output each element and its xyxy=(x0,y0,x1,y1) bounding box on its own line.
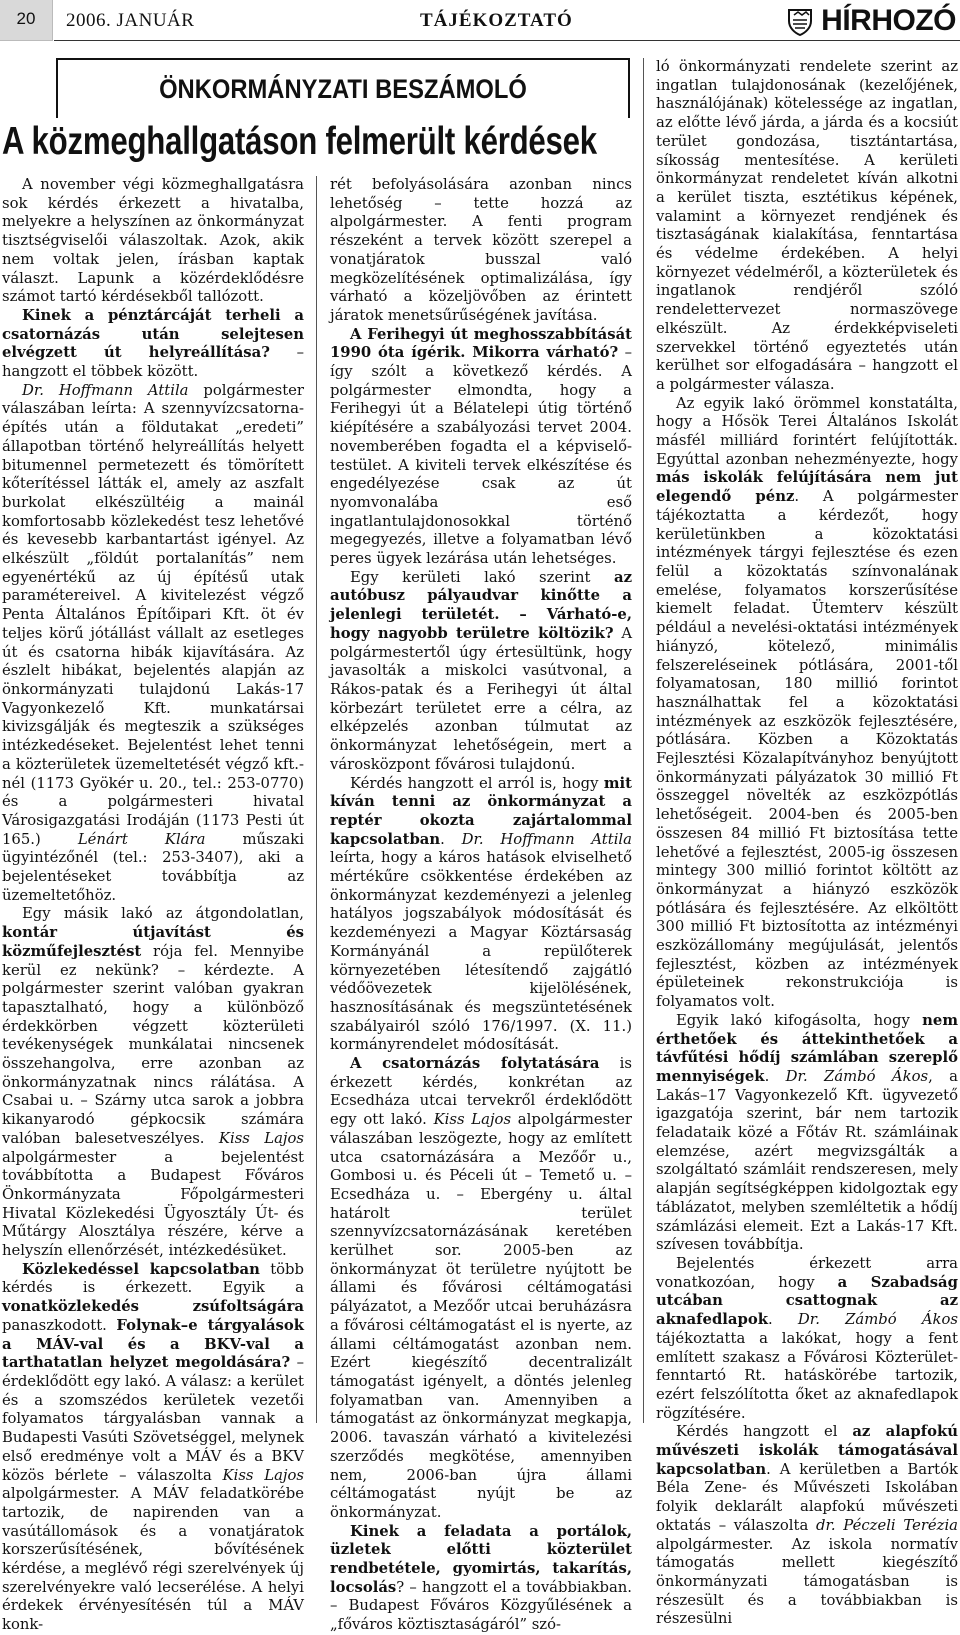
article-column-2 xyxy=(330,176,633,1634)
text-run: Bejelentés érkezett arra vonatkozóan, hogy xyxy=(656,1255,958,1291)
article-paragraph xyxy=(656,1255,958,1423)
column-divider xyxy=(643,58,644,1423)
text-run: dr. Péczeli Terézia xyxy=(816,1516,959,1534)
text-run: – érdeklődött egy lakó. A válasz: a kerület és a szomszédos kerületek vezetői folyamatos tárgyalásban vannak a Budapesti Vasúti Szövetséggel, melynek első eredménye volt a MÁV és a BKV közös bérlete – válaszolta xyxy=(2,1354,304,1484)
text-run: – hangzott el többek között. xyxy=(2,344,304,381)
text-run: az autóbusz pályaudvar kinőtte a jelenlegi területét. – Várható-e, hogy nagyobb területre költözik? xyxy=(330,568,632,642)
text-run: a Szabadság utcában csattognak az aknafedlapok xyxy=(656,1273,958,1329)
text-run: alpolgármester a bejelentést továbbította a Budapest Főváros Önkormányzata Főpolgármesteri Hivatal Közlekedési Ügyosztály Út- és Műtárgy Alosztálya részére, kérve a helyszín ellenőrzését, intézkedésüket. xyxy=(2,1148,304,1260)
text-run: leírta, hogy a káros hatások elviselhető mértékűre csökkentése érdekében az önkormányzat kezdeményezi a jelenleg hatályos jogszabályok módosítását és kezdeményezi a Magyar Köztársaság Kormányánál a repülőterek környezetében létesítendő zajgátló védőövezetek kijelölésének, hasznosításának és megszüntetésének szabályairól szóló 176/1997. (X. 11.) kormányrendelet módosítását. xyxy=(330,849,632,1054)
text-run: ló önkormányzati rendelete szerint az ingatlan tulajdonosának (kezelőjének, használójának) kötelessége az ingatlan, az előtte lévő járda, a járda és a kocsiút terület gondozása, tisztántartása, síkosság mentesítése. A kerületi önkormányzat rendeletet kíván alkotni a kerület tiszta, esztétikus képének, valamint a környezet rendjének és tisztaságának kialakítása, fenntartása és védelme érdekében. A helyi környezet védelméről, a közterületek és ingatlanok rendjéről szóló rendelettervezet normaszövege elkészült. Az érdekképviseleti szervekkel történő egyeztetés után kerülhet sor elfogadására – hangzott el a polgármester válasza. xyxy=(656,58,958,393)
text-run: Kérdés hangzott el xyxy=(676,1423,853,1441)
article-paragraph xyxy=(656,58,958,395)
text-run: műszaki ügyintézőnél (tel.: 253-3407), aki a bejelentéseket továbbítja az üzemeltetőhöz. xyxy=(2,830,304,904)
section-title: TÁJÉKOZTATÓ xyxy=(420,10,573,31)
text-run: Kiss Lajos xyxy=(218,1129,304,1147)
text-run: rója fel. Mennyibe kerül ez nekünk? – kérdezte. A polgármester szerint valóban gyakran tapasztalható, hogy a különböző érdekkörben végzett közterületi tevékenységek munkálatai nincsenek összehangolva, erre azonban az önkormányzatnak nincs rálátása. A Csabai u. – Szárny utca sarok a jobbra kikanyarodó gépkocsik számára valóban balesetveszélyes. xyxy=(2,942,304,1147)
text-run: rét befolyásolására azonban nincs lehetőség – tette hozzá az alpolgármester. A fenti program részeként a tervek között szerepel a vonatjáratok busszal való megközelítésének optimalizálása, így várható a közeljövőben az érintett járatok menetsűrűségének javítása. xyxy=(330,176,632,324)
text-run: . A kerületben a Bartók Béla Zene- és Művészeti Iskolában folyik deklarált alapfokú művészeti oktatás – válaszolta xyxy=(656,1460,958,1534)
text-run: Kiss Lajos xyxy=(222,1466,304,1484)
text-run: . xyxy=(440,830,462,848)
text-run: Folynak–e tárgyalások a MÁV-val és a BKV-val a tarthatatlan helyzet megoldására? xyxy=(2,1316,304,1372)
logo-text: HÍRHOZÓ xyxy=(821,4,956,37)
text-run: A november végi közmeghallgatásra sok kérdés érkezett a hivatalba, melyekre a helyszínen az önkormányzat tisztségviselői válaszoltak. Azok, akik nem voltak jelen, írásban kaptak választ. Lapunk a közérdeklődésre számot tartó kérdésekből tallózott. xyxy=(2,176,304,306)
article-paragraph xyxy=(656,1012,958,1255)
text-run: vonatközlekedés zsúfoltságára xyxy=(2,1298,304,1316)
text-run: Dr. Hoffmann Attila xyxy=(461,830,632,848)
article-paragraph xyxy=(330,569,632,775)
coat-of-arms-icon xyxy=(785,6,815,36)
text-run: . xyxy=(764,1067,786,1085)
text-run: Lénárt Klára xyxy=(77,830,206,848)
article-paragraph xyxy=(2,905,304,1260)
text-run: alpolgármester. A MÁV feladatkörébe tartozik, de napirenden van a vasútállomások és a vonatjáratok korszerűsítésének, bővítésének kérdése, a meglévő régi szerelvények új szerelvényekre való lecserélése. A helyi érdekek érvényesítésén túl a MÁV konk- xyxy=(2,1485,304,1634)
header-rule xyxy=(54,40,960,41)
text-run: – így szólt a következő kérdés. A polgármester elmondta, hogy a Ferihegyi út a Bélatelepi útig történő kiépítésére a szabályozási tervet 2004. novemberében fogadta el a képviselő-testület. A kiviteli tervek elkészítése és engedélyezése csak az út nyomvonalába eső ingatlantulajdonosokkal történő megegyezés, illetve a folyamatban lévő peres ügyek lezárása után lehetséges. xyxy=(330,344,632,568)
text-run: is érkezett kérdés, konkrétan az Ecsedháza utcai tervekről érdeklődött egy ott lakó. xyxy=(330,1055,632,1129)
text-run: alpolgármester válaszában leszögezte, hogy az említett utca csatornázására a Mezőőr u., Gombosi u. és Péceli út – Temető u. – Ecsedháza u. – Ebergény u. által határolt terület szennyvízcsatornázásának keretében kerülhet sor. 2005-ben az önkormányzat öt területre nyújtott be állami és fővárosi céltámogatási pályázatot, a Mezőőr utcai beruházásra a fővárosi céltámogatást el is nyerte, az állami céltámogatást azonban nem. Ezért kiegészítő decentralizált támogatást igényelt, a döntés jelenleg folyamatban van. Amennyiben a támogatást az önkormányzat megkapja, 2006. tavaszán várható a kivitelezési szerződés megkötése, amennyiben nem, 2006-ban újra állami céltámogatást nyújt be az önkormányzat. xyxy=(330,1111,633,1521)
article-paragraph xyxy=(2,1261,304,1635)
text-run: A Ferihegyi út meghosszabbítását 1990 óta ígérik. Mikorra várható? xyxy=(330,325,632,362)
text-run: alpolgármester. Az iskola normatív támogatás mellett kiegészítő önkormányzati támogatásban is részesült és a továbbiakban is részesülni xyxy=(656,1535,958,1628)
text-run: több kérdés is érkezett. Egyik a xyxy=(2,1260,304,1297)
text-run: Az egyik lakó örömmel konstatálta, hogy a Hősök Terei Általános Iskolát másfél milliárd forintért felújították. Egyúttal azonban nehezményezte, hogy xyxy=(656,394,958,468)
article-column-3 xyxy=(656,58,959,1628)
text-run: Kinek a pénztárcáját terheli a csatornázás után selejtesen elvégzett út helyreállítása? xyxy=(2,306,304,362)
text-run: más iskolák felújítására nem jut elegendő pénz xyxy=(656,469,958,506)
article-kicker: ÖNKORMÁNYZATI BESZÁMOLÓ xyxy=(159,74,527,104)
article-paragraph xyxy=(330,1523,632,1635)
text-run: Kiss Lajos xyxy=(433,1111,512,1129)
article-paragraph xyxy=(656,395,958,1012)
text-run: Egy másik lakó az átgondolatlan, xyxy=(22,905,304,923)
publication-logo xyxy=(785,4,956,38)
text-run: Kinek a feladata a portálok, üzletek előtti közterület rendbetétele, gyomirtás, takarítás, locsolás xyxy=(330,1522,632,1596)
text-run: A csatornázás folytatására xyxy=(350,1055,600,1073)
article-paragraph xyxy=(2,307,304,382)
text-run: az alapfokú művészeti iskolák támogatásával kapcsolatban xyxy=(656,1423,959,1478)
text-run: panaszkodott. xyxy=(2,1316,117,1334)
text-run: . A polgármester tájékoztatta a kérdezőt, hogy kerületünkben a közoktatási intézmények tárgyi fejlesztése és ezen felül a közoktatás színvonalának emelése, folyamatos korszerűsítése kiemelt feladat. Ütemterv készült például a nevelési-oktatási intézmények hiányzó, kötelező, minimális felszereléseinek pótlására, 2001-től folyamatosan, 180 millió forintot használhattak fel a közoktatási intézmények az eszközök fejlesztésére, pótlására. Közben a Közoktatás Fejlesztési Közalapítványhoz benyújtott önkormányzati pályázatok 30 millió Ft összeggel növelték az eszközpótlás lehetőségeit. 2004-ben és 2005-ben összesen 84 millió Ft biztosítása tette lehetővé a fejlesztést, 2005-ig összesen mintegy 300 millió forintot költött az önkormányzat a hiányzó eszközök pótlására és fejlesztésére. Az elköltött 300 millió Ft biztosította az intézményi eszközállomány megújulását, jelentős fejlesztést, közben az intézmények épületeinek rekonstrukciója is folyamatos volt. xyxy=(656,488,958,1011)
article-paragraph xyxy=(330,775,632,1056)
text-run: Dr. Zámbó Ákos xyxy=(785,1067,929,1085)
text-run: kontár útjavítást és közműfejlesztést xyxy=(2,924,304,960)
text-run: Kérdés hangzott el arról is, hogy xyxy=(350,774,604,792)
text-run: ? – hangzott el a továbbiakban. – Budapest Főváros Közgyűlésének a „főváros köztisztaságáról” szó- xyxy=(330,1578,632,1634)
page-number: 20 xyxy=(0,0,53,41)
article-paragraph xyxy=(330,1055,632,1523)
article-headline: A közmeghallgatáson felmerült kérdések xyxy=(2,120,597,163)
article-paragraph xyxy=(330,176,632,326)
text-run: . xyxy=(768,1311,798,1329)
text-run: A polgármestertől úgy értesültünk, hogy javasolták a miskolci vasútvonal, a Rákos-patak és a Ferihegyi út által körbezárt területet erre a célra, az elképzelés azonban túlmutat az önkormányzat lehetőségein, mert a városközpont fővárosi tulajdonú. xyxy=(330,624,633,773)
text-run: nem érthetőek és áttekinthetőek a távfűtési hődíj számlában szereplő mennyiségek xyxy=(656,1011,958,1085)
text-run: Dr. Hoffmann Attila xyxy=(22,381,189,399)
text-run: mit kíván tenni az önkormányzat a reptér okozta zajártalommal kapcsolatban xyxy=(330,774,632,848)
text-run: Egyik lakó kifogásolta, hogy xyxy=(676,1011,923,1029)
text-run: Dr. Zámbó Ákos xyxy=(797,1311,958,1329)
article-column-1 xyxy=(2,176,304,1634)
text-run: tájékoztatta a lakókat, hogy a fent említett szakasz a Fővárosi Közterület-fenntartó Rt. hatáskörébe tartozik, ezért felszólította őket az aknafedlapok rögzítésére. xyxy=(656,1329,958,1422)
article-paragraph xyxy=(2,176,304,307)
article-paragraph xyxy=(656,1423,958,1629)
article-paragraph xyxy=(330,326,632,569)
text-run: polgármester válaszában leírta: A szennyvízcsatorna-építés után a földutakat „eredeti” állapotban történő helyreállítás helyett bitumennel permetezett és tömörített kőterítéssel látták el, amely az aszfalt burkolat elkészültéig a mainál komfortosabb közlekedést tesz lehetővé és kevesebb karbantartást igényel. Az elkészült „földút portalanítás” nem egyenértékű az új építésű utak paramétereivel. A kivitelezést végző Penta Általános Építőipari Kft. öt év teljes körű jótállást vállalt az esetleges út és csatorna hibák kijavítására. Az észlelt hibákat, bejelentés alapján az önkormányzati tulajdonú Lakás-17 Vagyonkezelő Kft. munkatársai kivizsgálják és megteszik a szükséges intézkedéseket. Bejelentést lehet tenni a közterületek üzemeltetését végző kft.-nél (1173 Gyökér u. 20., tel.: 253-0770) és a polgármesteri hivatal Városigazgatási Irodáján (1173 Pesti út 165.) xyxy=(2,381,304,848)
text-run: , a Lakás–17 Vagyonkezelő Kft. ügyvezető igazgatója szerint, bár nem tartozik feladataik közé a Főtáv Rt. számláinak elemzése, azért megvizsgálták a szolgáltató számláit rendszeresen, mely alapján segítségképpen kidolgoztak egy táblázatot, melyben szemléltetik a hődíj számlázási elemeit. Ezt a Lakás-17 Kft. szívesen továbbítja. xyxy=(656,1067,958,1254)
issue-date: 2006. JANUÁR xyxy=(66,10,195,31)
article-paragraph xyxy=(2,382,304,906)
text-run: Közlekedéssel kapcsolatban xyxy=(22,1260,260,1278)
column-divider xyxy=(316,176,317,1423)
text-run: Egy kerületi lakó szerint xyxy=(350,568,614,586)
